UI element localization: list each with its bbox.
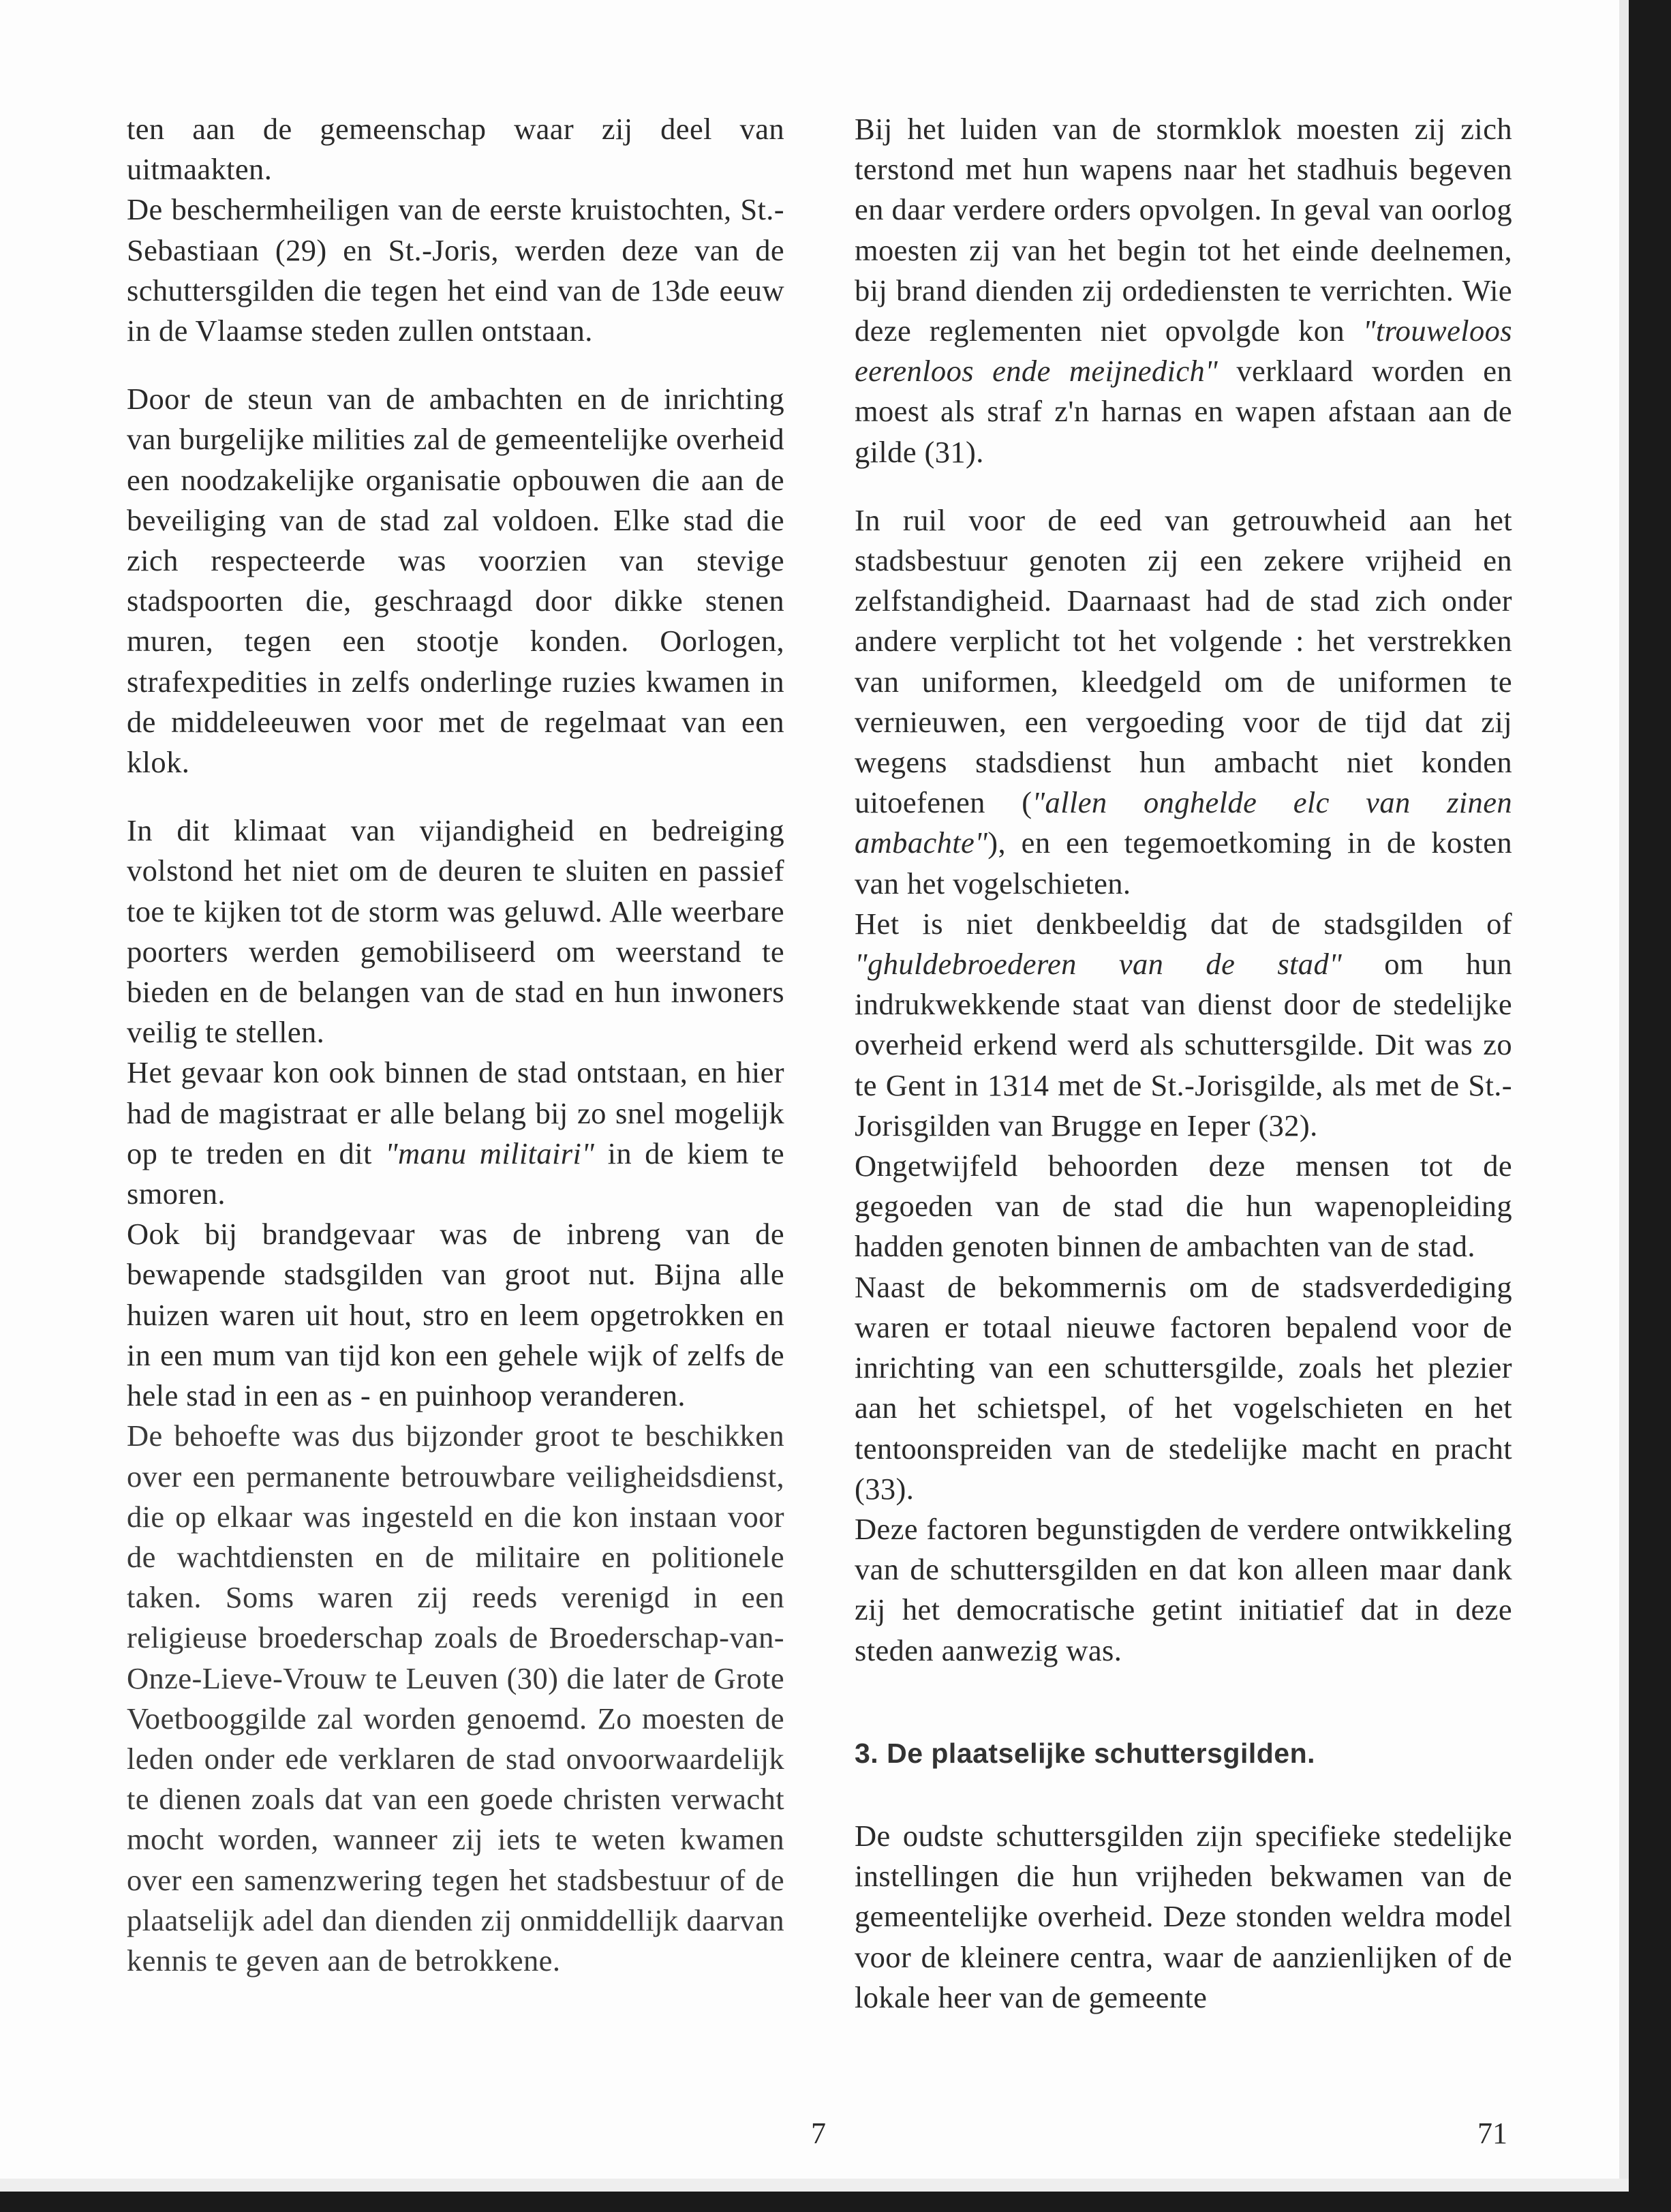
- scan-border-right: [1629, 0, 1671, 2212]
- paragraph: ten aan de gemeenschap waar zij deel van uitmaakten.: [127, 112, 784, 187]
- paragraph: De oudste schuttersgilden zijn specifieke stedelijke instellingen die hun vrijheden bekwamen van de gemeentelijke overheid. Deze stonden weldra model voor de kleinere centra, waar de aanzienlijken of de lokale heer van de gemeente: [855, 1818, 1512, 2014]
- paragraph: Naast de bekommernis om de stadsverdediging waren er totaal nieuwe factoren bepalend voor de inrichting van een schuttersgilde, zoals het plezier aan het schietspel, of het vogelschieten en het tentoonspreiden van de stedelijke macht en pracht (33).: [855, 1269, 1512, 1506]
- italic-quote: "ghuldebroederen van de stad": [855, 947, 1343, 982]
- section-heading: 3. De plaatselijke schuttersgilden.: [855, 1737, 1316, 1769]
- paragraph: Het is niet denkbeeldig dat de stadsgilden of "ghuldebroederen van de stad" om hun indrukwekkende staat van dienst door de stedelijke overheid erkend werd als schuttersgilde. Dit was zo te Gent in 1314 met de St.-Jorisgilde, als met de St.-Jorisgilden van Brugge en Ieper (32).: [855, 906, 1513, 1142]
- paragraph: In ruil voor de eed van getrouwheid aan het stadsbestuur genoten zij een zekere vrijheid en zelfstandigheid. Daarnaast had de stad zich onder andere verplicht tot het volgende : het verstrekken van uniformen, kleedgeld om de uniformen te vernieuwen, een vergoeding voor de tijd dat zij wegens stadsdienst hun ambacht niet konden uitoefenen ("allen onghelde elc van zinen ambachte"), en een tegemoetkoming in de kosten van het vogelschieten.: [855, 502, 1512, 900]
- paragraph: De beschermheiligen van de eerste kruistochten, St.-Sebastiaan (29) en St.-Joris, werden deze van de schuttersgilden die tegen het eind van de 13de eeuw in de Vlaamse steden zullen ontstaan.: [127, 192, 784, 348]
- italic-quote: "trouweloos eerenloos ende meijnedich": [855, 314, 1512, 389]
- page-number-right: 71: [1477, 2117, 1507, 2150]
- right-column: [855, 109, 1512, 2018]
- paragraph: Het gevaar kon ook binnen de stad ontstaan, en hier had de magistraat er alle belang bij zo snel mogelijk op te treden en dit "manu militairi" in de kiem te smoren.: [127, 1055, 785, 1211]
- scan-bottom-strip: [0, 2179, 1629, 2192]
- paragraph: Ongetwijfeld behoorden deze mensen tot de gegoeden van de stad die hun wapenopleiding hadden genoten binnen de ambachten van de stad.: [855, 1149, 1512, 1264]
- page-number-center: 7: [811, 2117, 826, 2150]
- italic-quote: "allen onghelde elc van zinen ambachte": [855, 785, 1512, 860]
- paragraph: Deze factoren begunstigden de verdere ontwikkeling van de schuttersgilden en dat kon alleen maar dank zij het democratische getint initiatief dat in deze steden aanwezig was.: [855, 1511, 1512, 1667]
- paragraph: Bij het luiden van de stormklok moesten zij zich terstond met hun wapens naar het stadhuis begeven en daar verdere orders opvolgen. In geval van oorlog moesten zij van het begin tot het einde deelnemen, bij brand dienden zij ordediensten te verrichten. Wie deze reglementen niet opvolgde kon "trouweloos eerenloos ende meijnedich" verklaard worden en moest als straf z'n harnas en wapen afstaan aan de gilde (31).: [855, 112, 1512, 469]
- paragraph: In dit klimaat van vijandigheid en bedreiging volstond het niet om de deuren te sluiten en passief toe te kijken tot de storm was geluwd. Alle weerbare poorters werden gemobiliseerd om weerstand te bieden en de belangen van de stad en hun inwoners veilig te stellen.: [127, 813, 784, 1050]
- scan-border-bottom: [0, 2192, 1671, 2212]
- italic-quote: "manu militairi": [384, 1136, 595, 1170]
- paragraph: Ook bij brandgevaar was de inbreng van de bewapende stadsgilden van groot nut. Bijna alle huizen waren uit hout, stro en leem opgetrokken en in een mum van tijd kon een gehele wijk of zelfs de hele stad in een as - en puinhoop veranderen.: [127, 1217, 784, 1413]
- paragraph: Door de steun van de ambachten en de inrichting van burgelijke milities zal de gemeentelijke overheid een noodzakelijke organisatie opbouwen die aan de beveiliging van de stad zal voldoen. Elke stad die zich respecteerde was voorzien van stevige stadspoorten die, geschraagd door dikke stenen muren, tegen een stootje konden. Oorlogen, strafexpedities in zelfs onderlinge ruzies kwamen in de middeleeuwen voor met de regelmaat van een klok.: [127, 382, 784, 780]
- left-column: [127, 109, 784, 1981]
- scan-edge-shadow: [1619, 0, 1629, 2192]
- paragraph: De behoefte was dus bijzonder groot te beschikken over een permanente betrouwbare veiligheidsdienst, die op elkaar was ingesteld en die kon instaan voor de wachtdiensten en de militaire en politionele taken. Soms waren zij reeds verenigd in een religieuse broederschap zoals de Broederschap-van-Onze-Lieve-Vrouw te Leuven (30) die later de Grote Voetbooggilde zal worden genoemd. Zo moesten de leden onder ede verklaren de stad onvoorwaardelijk te dienen zoals dat van een goede christen verwacht mocht worden, wanneer zij iets te weten kwamen over een samenzwering tegen het stadsbestuur of de plaatselijk adel dan dienden zij onmiddellijk daarvan kennis te geven aan de betrokkene.: [127, 1419, 784, 1978]
